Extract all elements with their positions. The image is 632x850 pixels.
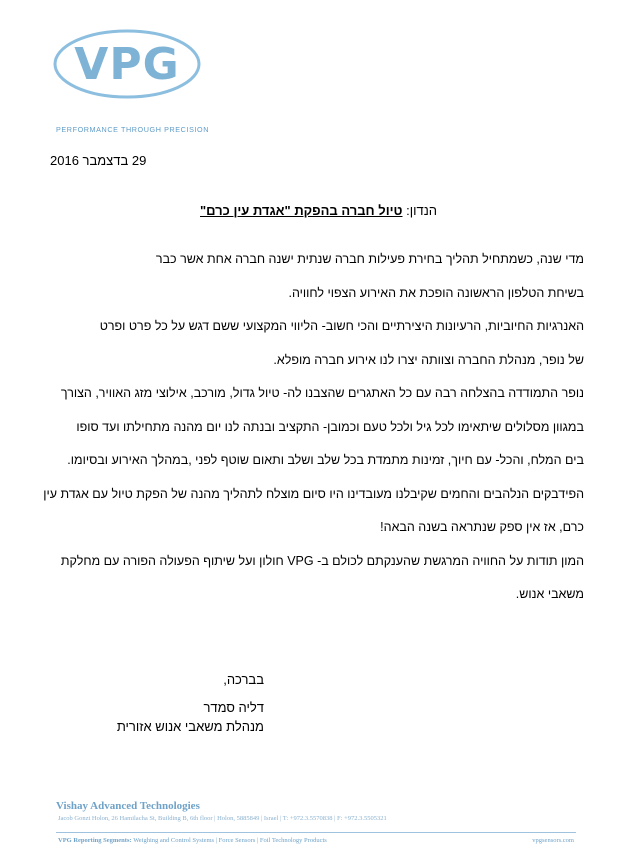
footer-company: Vishay Advanced Technologies	[56, 800, 200, 812]
footer-address: Jacob Gonzt Holon, 26 Hamilacha St, Building B, 6th floor | Holon, 5885849 | Israel | T: +972.3.5570838 | F: +972.3.5505321	[58, 815, 387, 822]
body-line: בשיחת הטלפון הראשונה הופכת את האירוע הצפוי לחוויה.	[288, 285, 584, 300]
body-line: מדי שנה, כשמתחיל תהליך בחירת פעילות חברה שנתית ישנה חברה אחת אשר כבר	[155, 252, 584, 266]
body-line: בים המלח, והכל- עם חיוך, זמינות מתמדת בכל שלב ושלב ותאום שוטף לפני ,במהלך האירוע ובסיומו.	[67, 453, 584, 467]
body-line: האנרגיות החיוביות, הרעיונות היצירתיים והכי חשוב- הליווי המקצועי ששם דגש על כל פרט ופרט	[99, 319, 584, 333]
body-line: הפידבקים הנלהבים והחמים שקיבלנו מעובדינו היו סיום מוצלח לתהליך מהנה של הפקת טיול עם אגדת עין	[43, 486, 584, 501]
subject-value: טיול חברה בהפקת "אגדת עין כרם"	[200, 203, 403, 218]
closing-greeting: בברכה,	[223, 672, 264, 687]
footer-divider	[56, 832, 576, 833]
subject-label: הנדון:	[406, 203, 437, 218]
footer-segments-title: VPG Reporting Segments:	[58, 837, 132, 844]
body-line: משאבי אנוש.	[515, 587, 584, 601]
footer-segments-list: Weighing and Control Systems | Force Sensors | Foil Technology Products	[133, 837, 327, 844]
letter-body	[44, 250, 584, 619]
body-line: במגוון מסלולים שיתאימו לכל גיל ולכל טעם וכמובן- התקציב ובנתה לנו יום מהנה מתחילתו ועד סופו	[76, 419, 584, 434]
body-line: המון תודות על החוויה המרגשת שהענקתם לכולם ב- VPG חולון ועל שיתוף הפעולה הפורה עם מחלקת	[60, 553, 584, 568]
vpg-logo	[52, 28, 210, 134]
letter-closing	[117, 672, 264, 734]
body-line: נופר התמודדה בהצלחה רבה עם כל האתגרים שהצבנו לה- טיול גדול, מורכב, אילוצי מזג האוויר, הצורך	[60, 386, 584, 400]
signer-title: מנהלת משאבי אנוש אזורית	[116, 719, 264, 734]
signer-name: דליה סמדר	[203, 700, 264, 715]
body-line: כרם, אז אין ספק שנתראה בשנה הבאה!	[380, 520, 584, 534]
logo-wordmark: VPG	[74, 38, 180, 90]
logo-tagline: PERFORMANCE THROUGH PRECISION	[56, 125, 210, 134]
letter-subject	[200, 203, 437, 218]
body-line: של נופר, מנהלת החברה וצוותה יצרו לנו אירוע חברה מופלא.	[273, 352, 584, 367]
footer-segments	[58, 837, 327, 844]
letter-date: 29 בדצמבר 2016	[50, 153, 147, 168]
footer-website: vpgsensors.com	[532, 837, 574, 844]
